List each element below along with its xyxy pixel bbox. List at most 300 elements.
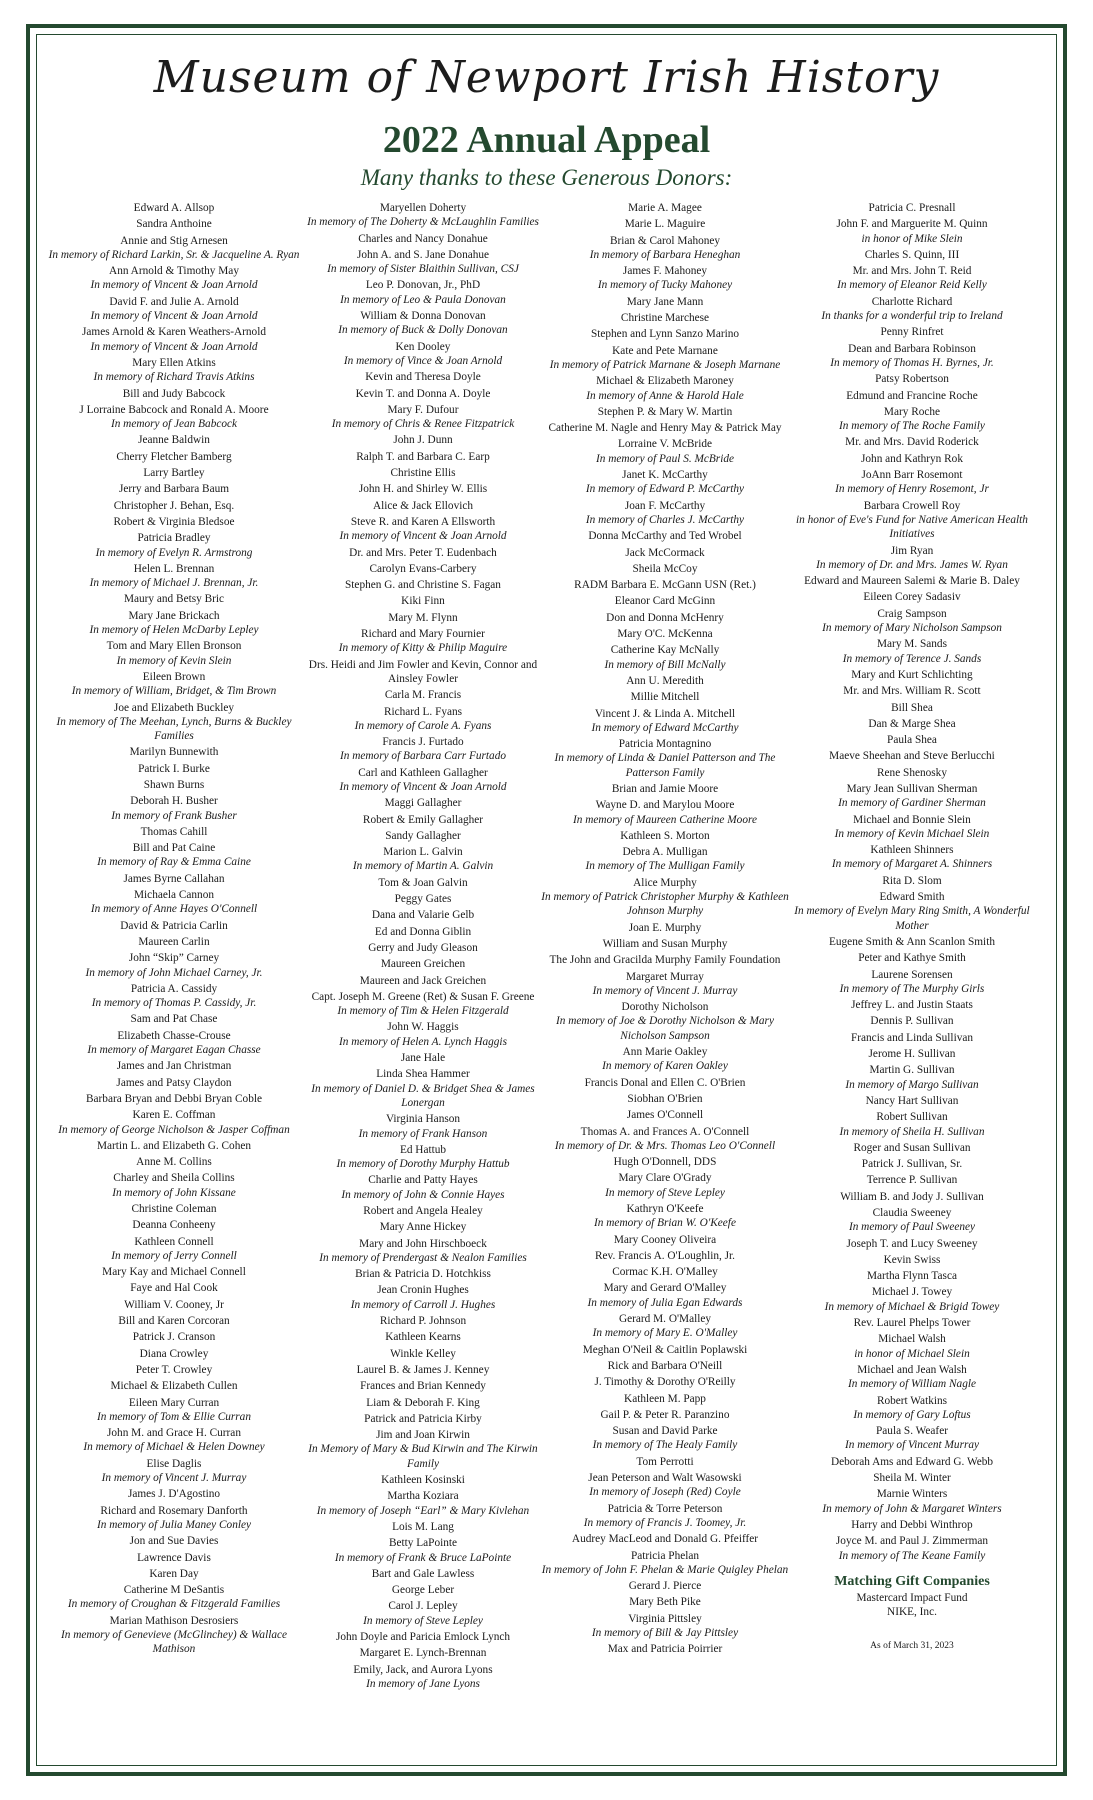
donor-entry — [292, 766, 554, 795]
dedication-note: In memory of Chris & Renee Fitzpatrick — [331, 418, 515, 431]
donor-name: Gail P. & Peter R. Paranzino — [600, 1408, 730, 1421]
donor-name: Annie and Stig Arnesen — [120, 234, 228, 247]
donor-name: Wayne D. and Marylou Moore — [595, 799, 735, 812]
dedication-note: In memory of Tucky Mahoney — [597, 279, 733, 292]
donor-entry — [292, 845, 554, 874]
dedication-note: In memory of Vincent J. Murray — [592, 984, 738, 997]
donor-entry — [781, 874, 1043, 888]
dedication-note: In memory of Charles J. McCarthy — [585, 513, 745, 526]
donor-entry — [43, 1265, 305, 1279]
donor-entry — [292, 340, 554, 369]
dedication-note: In memory of Sheila H. Sullivan — [839, 1125, 985, 1138]
donor-name: Kevin Swiss — [883, 1253, 941, 1266]
donor-entry — [43, 264, 305, 293]
donor-name: Kathleen Kearns — [385, 1331, 461, 1344]
donor-name: Mary Jean Sullivan Sherman — [846, 782, 978, 795]
dedication-note: In memory of Margaret Eagan Chasse — [87, 1044, 261, 1057]
dedication-note: In memory of Vincent & Joan Arnold — [90, 279, 258, 292]
dedication-note: In memory of Mary Nicholson Sampson — [822, 622, 1002, 635]
donor-entry — [43, 1281, 305, 1295]
donor-entry — [781, 749, 1043, 763]
donor-name: Steve R. and Karen A Ellsworth — [350, 515, 496, 528]
donor-name: Rene Shenosky — [877, 766, 947, 779]
donor-name: Maeve Sheehan and Steve Berlucchi — [829, 750, 995, 763]
dedication-note: In memory of Anne Hayes O'Connell — [90, 903, 258, 916]
dedication-note: In memory of Dr. & Mrs. Thomas Leo O'Connell — [554, 1139, 776, 1152]
donor-entry — [534, 674, 796, 688]
donor-entry — [781, 405, 1043, 434]
donor-entry — [781, 1094, 1043, 1108]
donor-entry — [534, 437, 796, 466]
dedication-note: In memory of John & Connie Hayes — [341, 1188, 505, 1201]
donor-name: Gerard M. O'Malley — [618, 1313, 712, 1326]
donor-name: Jean Cronin Hughes — [377, 1284, 469, 1297]
donor-name: Mary O'C. McKenna — [617, 628, 713, 641]
donor-name: Jim Ryan — [890, 544, 934, 557]
donor-name: Barbara Crowell Roy — [863, 499, 961, 512]
dedication-note: In memory of Julia Egan Edwards — [587, 1296, 743, 1309]
donor-entry — [781, 342, 1043, 371]
donor-entry — [292, 1112, 554, 1141]
donor-name: Sandra Anthoine — [136, 218, 212, 231]
dedication-note: In memory of Joe & Dorothy Nicholson & Mary Nicholson Sampson — [556, 1015, 774, 1042]
donor-name: Mr. and Mrs. David Roderick — [845, 436, 979, 449]
donor-name: Mary and John Hirschboeck — [359, 1237, 487, 1250]
donor-entry — [534, 1579, 796, 1593]
donor-name: Michael J. Towey — [871, 1286, 953, 1299]
donor-name: Dorothy Nicholson — [621, 1001, 709, 1014]
donor-entry — [781, 1253, 1043, 1267]
donor-column-2 — [292, 201, 554, 1693]
donor-entry — [534, 1502, 796, 1531]
donor-entry — [534, 1424, 796, 1453]
donor-entry — [534, 311, 796, 325]
dedication-note: In memory of Buck & Dolly Donovan — [338, 324, 508, 337]
donor-name: Tom and Mary Ellen Bronson — [106, 640, 242, 653]
donor-name: Thomas Cahill — [140, 825, 208, 838]
donor-entry — [534, 921, 796, 935]
dedication-note: In memory of Anne & Harold Hale — [586, 389, 744, 402]
donor-entry — [43, 794, 305, 823]
donor-entry — [534, 643, 796, 672]
donor-entry — [781, 1157, 1043, 1171]
donor-entry — [292, 450, 554, 464]
donor-name: Winkle Kelley — [390, 1347, 456, 1360]
donor-name: Bill and Judy Babcock — [122, 387, 226, 400]
donor-name: Ken Dooley — [395, 340, 451, 353]
donor-name: Larry Bartley — [143, 467, 205, 480]
donor-name: Shawn Burns — [143, 778, 205, 791]
donor-name: Margaret E. Lynch-Brennan — [359, 1647, 487, 1660]
donor-entry — [534, 234, 796, 263]
donor-name: Maureen Carlin — [138, 935, 210, 948]
donor-name: Patsy Robertson — [875, 373, 949, 386]
dedication-note: In memory of Thomas H. Byrnes, Jr. — [830, 356, 994, 369]
donor-entry — [292, 1051, 554, 1065]
donor-name: Margaret Murray — [626, 970, 704, 983]
donor-entry — [781, 1316, 1043, 1330]
matching-company: NIKE, Inc. — [887, 1606, 937, 1619]
donor-name: Stephen G. and Christine S. Fagan — [345, 579, 501, 592]
donor-name: Joe and Elizabeth Buckley — [113, 701, 235, 714]
donor-name: Jane Hale — [400, 1052, 446, 1065]
donor-name: Jeanne Baldwin — [138, 434, 210, 447]
donor-entry — [43, 325, 305, 354]
donor-entry — [292, 1646, 554, 1660]
donor-name: Mr. and Mrs. William R. Scott — [843, 685, 981, 698]
donor-name: Vincent J. & Linda A. Mitchell — [594, 707, 736, 720]
donor-entry — [534, 217, 796, 231]
donor-name: Joseph T. and Lucy Sweeney — [846, 1237, 978, 1250]
donor-entry — [292, 1536, 554, 1565]
donor-name: Jim and Joan Kirwin — [376, 1429, 470, 1442]
donor-entry — [292, 1599, 554, 1628]
donor-name: Terrence P. Sullivan — [866, 1174, 958, 1187]
donor-entry — [781, 295, 1043, 324]
donor-name: Linda Shea Hammer — [376, 1068, 470, 1081]
donor-name: Maury and Betsy Bric — [123, 593, 225, 606]
dedication-note: In memory of Barbara Carr Furtado — [339, 750, 506, 763]
donor-entry — [43, 1092, 305, 1106]
dedication-note: In memory of Michael & Helen Downey — [83, 1441, 265, 1454]
donor-entry — [781, 684, 1043, 698]
dedication-note: In memory of Paul S. McBride — [595, 452, 735, 465]
donor-entry — [292, 990, 554, 1019]
donor-entry — [43, 951, 305, 980]
dedication-note: In memory of The Healy Family — [592, 1439, 738, 1452]
donor-entry — [292, 1020, 554, 1049]
donor-column-1 — [43, 201, 305, 1659]
dedication-note: In memory of John F. Phelan & Marie Quigley Phelan — [541, 1563, 789, 1576]
donor-name: Mary Clare O'Grady — [618, 1172, 712, 1185]
dedication-note: In memory of Francis J. Toomey, Jr. — [583, 1516, 747, 1529]
donor-name: John F. and Marguerite M. Quinn — [836, 218, 988, 231]
donor-entry — [781, 1363, 1043, 1392]
donor-entry — [292, 1412, 554, 1426]
donor-name: Edward Smith — [879, 891, 945, 904]
donor-name: Robert & Emily Gallagher — [362, 813, 484, 826]
donor-entry — [781, 1269, 1043, 1283]
donor-name: Sheila McCoy — [632, 562, 698, 575]
donor-name: Robert & Virginia Bledsoe — [113, 515, 235, 528]
donor-name: Martha Flynn Tasca — [867, 1270, 957, 1283]
donor-entry — [534, 405, 796, 419]
donor-entry — [292, 1204, 554, 1218]
donor-name: Christine Ellis — [390, 467, 456, 480]
donor-entry — [781, 717, 1043, 731]
donor-entry — [43, 1076, 305, 1090]
donor-entry — [534, 707, 796, 736]
donor-entry — [43, 701, 305, 744]
dedication-note: In memory of Martin A. Galvin — [352, 860, 494, 873]
donor-name: Edward and Maureen Salemi & Marie B. Daley — [804, 575, 1020, 588]
dedication-note: In memory of Maureen Catherine Moore — [573, 813, 757, 826]
donor-name: Maggi Gallagher — [384, 797, 462, 810]
donor-name: Bill and Pat Caine — [132, 842, 216, 855]
donor-name: Ed and Donna Giblin — [374, 925, 472, 938]
donor-name: Francis Donal and Ellen C. O'Brien — [584, 1076, 746, 1089]
donor-entry — [534, 798, 796, 827]
donor-name: Drs. Heidi and Jim Fowler and Kevin, Connor and Ainsley Fowler — [308, 658, 538, 685]
donor-entry — [781, 544, 1043, 573]
donor-name: Tom Perrotti — [636, 1455, 694, 1468]
dedication-note: In memory of Frank Hanson — [358, 1127, 488, 1140]
donor-name: Leo P. Donovan, Jr., PhD — [365, 279, 481, 292]
donor-entry — [292, 232, 554, 246]
donor-name: John W. Haggis — [387, 1021, 459, 1034]
donor-entry — [781, 782, 1043, 811]
donor-name: Joan E. Murphy — [628, 921, 702, 934]
donor-name: Virginia Pittsley — [628, 1612, 702, 1625]
donor-name: Mary M. Sands — [877, 638, 947, 651]
donor-entry — [781, 574, 1043, 588]
donor-name: Donna McCarthy and Ted Wrobel — [588, 530, 742, 543]
donor-name: Christine Coleman — [131, 1203, 217, 1215]
donor-entry — [781, 217, 1043, 246]
donor-name: David F. and Julie A. Arnold — [109, 295, 239, 308]
donor-entry — [43, 1012, 305, 1026]
dedication-note: In memory of Thomas P. Cassidy, Jr. — [91, 997, 257, 1010]
donor-name: Kathleen S. Morton — [620, 829, 710, 842]
donor-entry — [534, 953, 796, 967]
donor-entry — [292, 370, 554, 384]
donor-entry — [534, 611, 796, 625]
donor-name: Charles S. Quinn, III — [864, 248, 960, 261]
donor-entry — [292, 1428, 554, 1471]
donor-entry — [292, 1663, 554, 1692]
donor-entry — [292, 1396, 554, 1410]
donor-name: Thomas A. and Frances A. O'Connell — [580, 1125, 750, 1138]
donor-name: John and Kathryn Rok — [861, 452, 963, 465]
donor-name: Alice Murphy — [633, 876, 697, 889]
donor-name: Marion L. Galvin — [383, 846, 463, 859]
donor-name: Jean Peterson and Walt Wasowski — [588, 1472, 742, 1485]
donor-entry — [292, 248, 554, 277]
dedication-note: In memory of John Kissane — [112, 1186, 236, 1199]
dedication-note: In memory of Steve Lepley — [605, 1186, 725, 1199]
donor-entry — [781, 843, 1043, 872]
donor-entry — [43, 1426, 305, 1455]
dedication-note: In memory of Genevieve (McGlinchey) & Wallace Mathison — [60, 1629, 288, 1656]
donor-entry — [43, 531, 305, 560]
donor-name: Siobhan O'Brien — [627, 1092, 703, 1105]
donor-name: Karen E. Coffman — [132, 1109, 216, 1122]
donor-name: Edward A. Allsop — [133, 202, 215, 214]
donor-name: Dennis P. Sullivan — [870, 1015, 954, 1028]
dedication-note: In memory of Kitty & Philip Maguire — [338, 642, 508, 655]
donor-name: Marnie Winters — [876, 1488, 948, 1501]
donor-entry — [43, 499, 305, 513]
donor-entry — [534, 421, 796, 435]
donor-entry — [781, 264, 1043, 293]
donor-name: Don and Donna McHenry — [606, 611, 724, 624]
donor-name: George Leber — [391, 1584, 455, 1597]
donor-entry — [534, 1202, 796, 1231]
donor-name: Martin G. Sullivan — [869, 1064, 955, 1077]
donor-entry — [292, 1267, 554, 1281]
dedication-note: In memory of Carroll J. Hughes — [350, 1298, 496, 1311]
donor-name: James and Jan Christman — [116, 1060, 232, 1073]
donor-entry — [534, 876, 796, 919]
donor-name: Richard P. Johnson — [379, 1315, 467, 1328]
donor-name: Peter T. Crowley — [135, 1363, 213, 1376]
dedication-note: in honor of Eve's Fund for Native American Health Initiatives — [796, 513, 1028, 541]
donor-name: Mary Beth Pike — [629, 1596, 701, 1609]
donor-entry — [43, 1314, 305, 1328]
donor-entry — [534, 1532, 796, 1546]
donor-name: Michaela Cannon — [134, 889, 214, 902]
donor-entry — [781, 637, 1043, 666]
donor-name: Lois M. Lang — [392, 1520, 454, 1533]
donor-name: Eugene Smith & Ann Scanlon Smith — [828, 935, 995, 948]
donor-name: Jon and Sue Davies — [129, 1535, 219, 1548]
donor-entry — [292, 403, 554, 432]
donor-entry — [781, 1206, 1043, 1235]
donor-entry — [781, 1014, 1043, 1028]
donor-name: Craig Sampson — [877, 607, 947, 620]
donor-name: Elise Daglis — [146, 1457, 202, 1470]
donor-name: Charlotte Richard — [871, 295, 953, 308]
dedication-note: In memory of Margo Sullivan — [845, 1078, 979, 1091]
donor-name: Jack McCormack — [625, 546, 705, 559]
dedication-note: In Memory of Mary & Bud Kirwin and The Kirwin Family — [308, 1443, 538, 1470]
donor-name: Kate and Pete Marnane — [612, 344, 718, 357]
donor-entry — [292, 957, 554, 971]
donor-entry — [292, 309, 554, 338]
donor-entry — [43, 450, 305, 464]
donor-entry — [292, 1173, 554, 1202]
dedication-note: In memory of Vincent & Joan Arnold — [90, 310, 258, 323]
donor-name: Christopher J. Behan, Esq. — [113, 499, 235, 512]
donor-name: Millie Mitchell — [630, 691, 700, 704]
donor-name: Faye and Hal Cook — [130, 1282, 218, 1295]
dedication-note: In memory of Frank & Bruce LaPointe — [334, 1551, 512, 1564]
donor-entry — [292, 499, 554, 513]
donor-entry — [781, 998, 1043, 1012]
dedication-note: In memory of John & Margaret Winters — [822, 1502, 1002, 1515]
donor-entry — [534, 627, 796, 641]
donor-entry — [534, 829, 796, 843]
donor-entry — [43, 1396, 305, 1425]
donor-entry — [534, 690, 796, 704]
donor-entry — [534, 374, 796, 403]
donor-name: Patrick J. Cranson — [132, 1331, 216, 1344]
donor-name: James Byrne Callahan — [123, 872, 225, 885]
donor-name: Catherine Kay McNally — [610, 644, 720, 657]
donor-entry — [534, 578, 796, 592]
donor-entry — [43, 1171, 305, 1200]
donor-name: Deborah H. Busher — [130, 795, 218, 808]
donor-column-4 — [781, 201, 1043, 1654]
donor-name: Deanna Conheeny — [132, 1219, 216, 1232]
donor-entry — [292, 1520, 554, 1534]
museum-title: Museum of Newport Irish History — [153, 52, 940, 103]
donor-name: Kathleen Shinners — [870, 844, 954, 857]
dedication-note: In memory of Carole A. Fyans — [354, 719, 492, 732]
donor-entry — [534, 1455, 796, 1469]
as-of-date: As of March 31, 2023 — [870, 1641, 954, 1652]
donor-entry — [43, 295, 305, 324]
donor-entry — [43, 888, 305, 917]
donor-entry — [781, 1141, 1043, 1155]
donor-entry — [43, 841, 305, 870]
donor-name: John “Skip” Carney — [128, 952, 220, 965]
dedication-note: In memory of Sister Blaithin Sullivan, CSJ — [327, 263, 519, 276]
donor-name: Eileen Corey Sadasiv — [863, 591, 961, 604]
dedication-note: In memory of The Mulligan Family — [585, 860, 745, 873]
donor-name: Kathryn O'Keefe — [626, 1203, 704, 1215]
donor-entry — [292, 482, 554, 496]
donor-entry — [534, 1155, 796, 1169]
donor-entry — [292, 1630, 554, 1644]
donor-name: Susan and David Parke — [612, 1425, 718, 1438]
donor-name: Meghan O'Neil & Caitlin Poplawski — [582, 1343, 748, 1356]
donor-name: Debra A. Mulligan — [622, 846, 708, 859]
donor-name: Francis J. Furtado — [382, 736, 464, 749]
donor-entry — [43, 1363, 305, 1377]
donor-name: Bill and Karen Corcoran — [118, 1315, 230, 1328]
dedication-note: In memory of Vincent & Joan Arnold — [339, 780, 507, 793]
donor-entry — [781, 499, 1043, 542]
donor-entry — [43, 935, 305, 949]
donor-entry — [781, 1237, 1043, 1251]
donor-name: Bart and Gale Lawless — [371, 1567, 475, 1580]
donor-name: Alice & Jack Ellovich — [372, 499, 474, 512]
donor-entry — [781, 1173, 1043, 1187]
dedication-note: In memory of Dorothy Murphy Hattub — [336, 1158, 510, 1171]
dedication-note: In memory of Edward P. McCarthy — [585, 483, 745, 496]
dedication-note: In memory of The Doherty & McLaughlin Families — [307, 216, 539, 229]
dedication-note: In memory of Jerry Connell — [111, 1249, 237, 1262]
dedication-note: In memory of Evelyn R. Armstrong — [95, 546, 253, 559]
donor-entry — [534, 1471, 796, 1500]
donor-name: Diana Crowley — [139, 1347, 209, 1360]
dedication-note: In memory of Patrick Marnane & Joseph Marnane — [549, 358, 781, 371]
donor-entry — [781, 1285, 1043, 1314]
donor-entry — [292, 433, 554, 447]
donor-name: J Lorraine Babcock and Ronald A. Moore — [79, 403, 269, 416]
dedication-note: In memory of Jane Lyons — [366, 1677, 480, 1690]
donor-entry — [781, 1424, 1043, 1453]
donor-entry — [781, 372, 1043, 386]
donor-name: Claudia Sweeney — [872, 1207, 952, 1219]
donor-entry — [781, 1031, 1043, 1045]
dedication-note: In memory of Dr. and Mrs. James W. Ryan — [816, 558, 1008, 571]
dedication-note: In memory of John Michael Carney, Jr. — [85, 966, 263, 979]
donor-name: Rita D. Slom — [882, 874, 942, 887]
donor-entry — [534, 1312, 796, 1341]
donor-name: Patrick I. Burke — [138, 762, 210, 775]
donor-name: Max and Patricia Poirrier — [607, 1643, 723, 1656]
donor-name: James and Patsy Claydon — [116, 1076, 232, 1089]
donor-entry — [292, 1583, 554, 1597]
donor-entry — [534, 1125, 796, 1154]
donor-name: Rev. Laurel Phelps Tower — [853, 1317, 971, 1330]
matching-company: Mastercard Impact Fund — [856, 1591, 968, 1604]
donor-entry — [292, 813, 554, 827]
donor-entry — [292, 1237, 554, 1266]
donor-name: William B. and Jody J. Sullivan — [840, 1190, 984, 1203]
donor-name: Carolyn Evans-Carbery — [369, 562, 477, 575]
donor-name: Kevin and Theresa Doyle — [365, 371, 481, 384]
donor-entry — [781, 1190, 1043, 1204]
donor-name: Cormac K.H. O'Malley — [612, 1266, 718, 1279]
dedication-note: In memory of George Nicholson & Jasper Coffman — [58, 1123, 290, 1136]
donor-entry — [43, 1457, 305, 1486]
donor-entry — [534, 845, 796, 874]
donor-entry — [781, 1332, 1043, 1361]
donor-entry — [534, 562, 796, 576]
